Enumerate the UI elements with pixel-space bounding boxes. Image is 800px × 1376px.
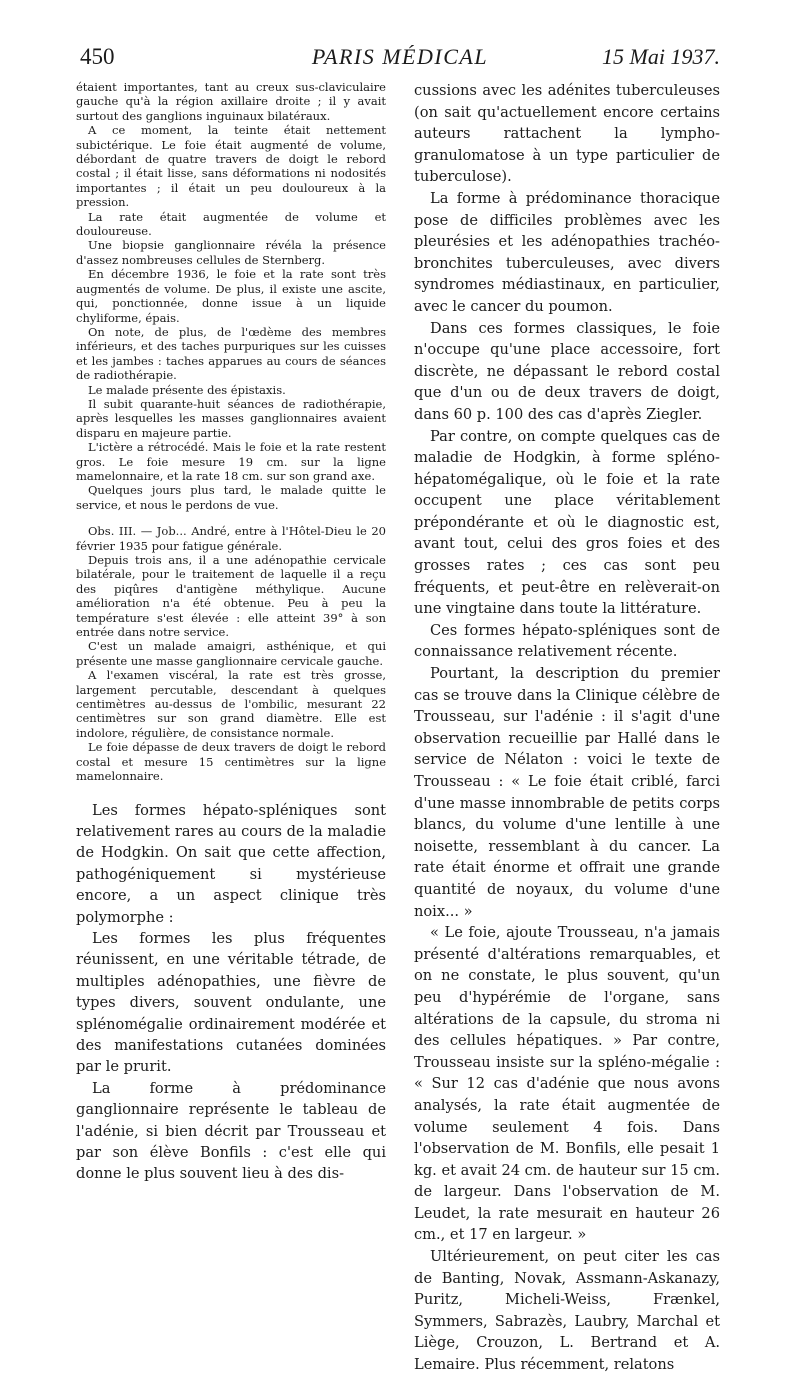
paragraph: cussions avec les adénites tuberculeuses (on sait qu'actuellement encore certains auteurs rattachent la lympho-granulomatose à un type particulier de tuberculose). (414, 82, 720, 186)
paragraph: étaient importantes, tant au creux sus-claviculaire gauche qu'à la région axillaire droite ; il y avait surtout des ganglions inguinaux bilatéraux. (76, 80, 386, 123)
paragraph: Ces formes hépato-spléniques sont de connaissance relativement récente. (414, 621, 720, 661)
main-text (76, 800, 386, 1185)
issue-date: 15 Mai 1937. (602, 44, 720, 69)
left-column (76, 80, 386, 1185)
paragraph: Par contre, on compte quelques cas de maladie de Hodgkin, à forme spléno-hépatomégalique, où le foie et la rate occupent une place véritablement prépondérante et où le diagnostic est, avant tout, celui des gros foies et des grosses rates ; ces cas sont peu fréquents, et peut-être en relèverait-on une vingtaine dans toute la littérature. (414, 427, 720, 618)
paragraph: A l'examen viscéral, la rate est très grosse, largement percutable, descendant à quelques centimètres au-dessus de l'ombilic, mesurant 22 centimètres sur son grand diamètre. Elle est indolore, régulière, de consistance normale. (76, 668, 386, 740)
paragraph: L'ictère a rétrocédé. Mais le foie et la rate restent gros. Le foie mesure 19 cm. sur la ligne mamelonnaire, et la rate 18 cm. sur son grand axe. (76, 440, 386, 483)
paragraph: Ultérieurement, on peut citer les cas de Banting, Novak, Assmann-Askanazy, Puritz, Micheli-Weiss, Frænkel, Symmers, Sabrazès, Laubry, Marchal et Liège, Crouzon, L. Bertrand et A. Lemaire. Plus récemment, relatons (414, 1248, 720, 1374)
paragraph: A ce moment, la teinte était nettement subictérique. Le foie était augmenté de volume, débordant de quatre travers de doigt le rebord costal ; il était lisse, sans déformations ni nodosités importantes ; il était un peu douloureux à la pression. (76, 123, 386, 210)
journal-title: PARIS MÉDICAL (311, 44, 489, 69)
paragraph: Une biopsie ganglionnaire révéla la présence d'assez nombreuses cellules de Sternberg. (76, 238, 386, 267)
spacer (76, 784, 386, 800)
paragraph: Quelques jours plus tard, le malade quitte le service, et nous le perdons de vue. (76, 483, 386, 512)
paragraph: Pourtant, la description du premier cas se trouve dans la Clinique célèbre de Trousseau, sur l'adénie : il s'agit d'une observation recueillie par Hallé dans le service de Nélaton : voici le texte de Trousseau : « Le foie était criblé, farci d'une masse innombrable de petits corps blancs, du volume d'une lentille à une noisette, ressemblant à du cancer. La rate était énorme et offrait une grande quantité de noyaux, du volume d'une noix... » (414, 665, 720, 920)
paragraph: Dans ces formes classiques, le foie n'occupe qu'une place accessoire, fort discrète, ne dépassant le rebord costal que d'un ou de deux travers de doigt, dans 60 p. 100 des cas d'après Ziegler. (414, 319, 720, 423)
case-notes (76, 80, 386, 512)
paragraph: La forme à prédominance thoracique pose de difficiles problèmes avec les pleurésies et les adénopathies trachéo-bronchites tuberculeuses, avec divers syndromes médiastinaux, en particulier, avec le cancer du poumon. (414, 189, 720, 315)
paragraph: En décembre 1936, le foie et la rate sont très augmentés de volume. De plus, il existe une ascite, qui, ponctionnée, donne issue à un liquide chyliforme, épais. (76, 267, 386, 325)
page-number: 450 (80, 44, 115, 69)
paragraph: C'est un malade amaigri, asthénique, et qui présente une masse ganglionnaire cervicale gauche. (76, 639, 386, 668)
paragraph: Depuis trois ans, il a une adénopathie cervicale bilatérale, pour le traitement de laquelle il a reçu des piqûres d'antigène méthylique. Aucune amélioration n'a été obtenue. Peu à peu la température s'est élevée : elle atteint 39° à son entrée dans notre service. (76, 553, 386, 640)
paragraph: La forme à prédominance ganglionnaire représente le tableau de l'adénie, si bien décrit par Trousseau et par son élève Bonfils : c'est elle qui donne le plus souvent lieu à des dis- (76, 1079, 386, 1183)
paragraph: La rate était augmentée de volume et douloureuse. (76, 209, 386, 239)
paragraph: Les formes les plus fréquentes réunissent, en une véritable tétrade, de multiples adénopathies, une fièvre de types divers, souvent ondulante, une splénomégalie ordinairement modérée et des manifestations cutanées dominées par le prurit. (76, 929, 386, 1076)
paragraph: Le malade présente des épistaxis. (88, 382, 286, 397)
right-column (414, 80, 720, 1376)
paragraph: On note, de plus, de l'œdème des membres inférieurs, et des taches purpuriques sur les cuisses et les jambes : taches apparues au cours de séances de radiothérapie. (76, 324, 386, 383)
paragraph: « Le foie, ajoute Trousseau, n'a jamais présenté d'altérations remarquables, et on ne constate, le plus souvent, qu'un peu d'hypérémie de l'organe, sans altérations de la capsule, du stroma ni des cellules hépatiques. » Par contre, Trousseau insiste sur la spléno-mégalie : « Sur 12 cas d'adénie que nous avons analysés, la rate était augmentée de volume seulement 4 fois. Dans l'observation de M. Bonfils, elle pesait 1 kg. et avait 24 cm. de hauteur sur 15 cm. de largeur. Dans l'observation de M. Leudet, la rate mesurait en hauteur 26 cm., et 17 en largeur. » (414, 924, 720, 1244)
paragraph: Le foie dépasse de deux travers de doigt le rebord costal et mesure 15 centimètres sur la ligne mamelonnaire. (76, 740, 386, 784)
paragraph: Il subit quarante-huit séances de radiothérapie, après lesquelles les masses ganglionnaires avaient disparu en majeure partie. (76, 396, 386, 440)
paragraph: Les formes hépato-spléniques sont relativement rares au cours de la maladie de Hodgkin. On sait que cette affection, pathogéniquement si mystérieuse encore, a un aspect clinique très polymorphe : (76, 801, 386, 926)
observation-heading: Obs. III. — Job... André, entre à l'Hôtel-Dieu le 20 février 1935 pour fatigue générale. (76, 524, 386, 553)
page-header (80, 44, 720, 78)
observation-3 (76, 524, 386, 783)
